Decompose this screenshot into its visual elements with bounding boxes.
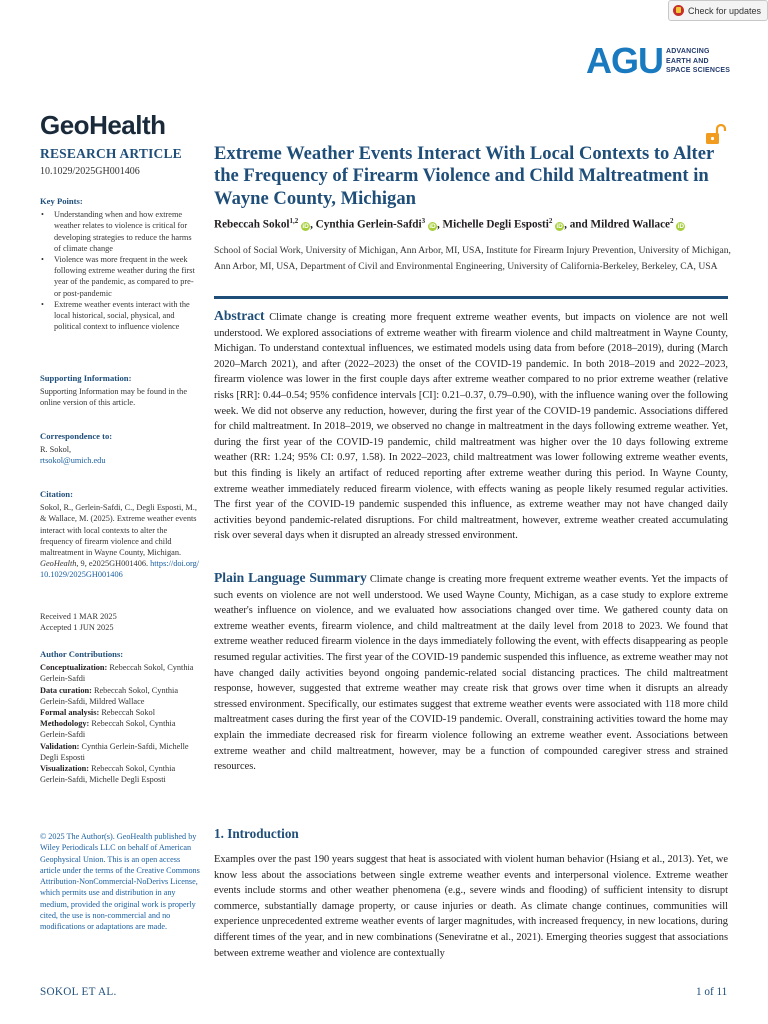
contribution-item bbox=[40, 718, 200, 740]
header-divider bbox=[214, 296, 728, 299]
correspondence-section bbox=[40, 431, 200, 467]
abstract-label: Abstract bbox=[214, 308, 265, 323]
contribution-role: Visualization: bbox=[40, 764, 90, 774]
running-footer-authors: SOKOL ET AL. bbox=[40, 986, 117, 998]
contribution-names: Rebeccah Sokol, Cynthia Gerlein-Safdi, Mildred Wallace bbox=[40, 685, 179, 706]
agu-line: ADVANCING bbox=[666, 48, 710, 55]
key-points-heading: Key Points: bbox=[40, 196, 83, 206]
orcid-icon[interactable]: iD bbox=[429, 222, 436, 230]
abstract bbox=[214, 308, 728, 544]
author-affiliation: 3 bbox=[421, 217, 426, 225]
contribution-item bbox=[40, 741, 200, 763]
citation-section bbox=[40, 489, 200, 581]
doi: 10.1029/2025GH001406 bbox=[40, 166, 140, 177]
contribution-item bbox=[40, 707, 200, 718]
license-notice: © 2025 The Author(s). GeoHealth published by Wiley Periodicals LLC on behalf of American Geophysical Union. This is an open access article under the terms of the Creative Commons Attribution-NonCommercial-NoDerivs License, which permits use and distribution in any medium, provided the original work is properly cited, the use is non-commercial and no modifications or adaptations are made. bbox=[40, 832, 200, 932]
pls-text: Climate change is creating more frequent extreme weather events. Yet the impacts of such events on violence are not well understood. We used Wayne County, Michigan, as a case study to explore extreme weather's influence on violence, and we evaluated how associations changed over time. We gathered county data on extreme weather events, firearm violence, and child maltreatment at the daily level from 2018 to 2023. We found that extreme weather reduced firearm violence in the days immediately following the event, with effects disappearing as people resumed regular activities. The first year of the COVID-19 pandemic suspended this influence, as extreme weather may not have changed daily activities beyond ongoing pandemic-related social distancing practices. The child maltreatment response, however, suggested that extreme weather may create risk that grows over time when it disrupts an already stressed environment. Specifically, our estimates suggest that extreme weather events were associated with 118 more child maltreatment cases during the first year of the COVID-19 pandemic. Overall, constraining activities toward the home may explain the immediate decreased risk for firearm violence following an extreme weather event. Associations between extreme weather and child maltreatment, however, may be a function of compounded caregiver stress and strained resources. bbox=[214, 574, 728, 773]
received-date: Received 1 MAR 2025 bbox=[40, 612, 117, 621]
citation-heading: Citation: bbox=[40, 489, 73, 499]
affiliations: School of Social Work, University of Michigan, Ann Arbor, MI, USA, Institute for Firearm Injury Prevention, University of Michigan, Ann Arbor, MI, USA, Department of Civil and Environmental Engineering, University of California-Berkeley, Berkeley, CA, USA bbox=[214, 245, 731, 272]
journal-logo: GeoHealth bbox=[40, 110, 166, 140]
contribution-role: Data curation: bbox=[40, 685, 92, 695]
citation-body: Sokol, R., Gerlein-Safdi, C., Degli Esposti, M., & Wallace, M. (2025). Extreme weather events interact with local contexts to alter the frequency of firearm violence and child maltreatment in Wayne County, Michigan. bbox=[40, 503, 197, 558]
introduction-heading: 1. Introduction bbox=[214, 826, 299, 841]
author-name: Cynthia Gerlein-Safdi bbox=[315, 218, 422, 231]
contribution-names: Rebeccah Sokol, Cynthia Gerlein-Safdi bbox=[40, 663, 194, 684]
abstract-text: Climate change is creating more frequent extreme weather events, but impacts on violence are not well understood. We explored associations of extreme weather with firearm violence and child maltreatment in Wayne County, Michigan. To understand contextual influences, we estimated models using data from before (2018–2019), during (March 2020–March 2021), and after (2022–2023) the onset of the COVID-19 pandemic. In both 2018–2019 and 2022–2023, firearm violence was lower in the first couple days after extreme weather compared to no prior extreme weather (relative risks [RR]: 0.44–0.54; 95% confidence intervals [CI]: 0.21–0.37, 0.79–0.90), with the influence waning over the following week. We did not observe any reduction, however, during the first year of the COVID-19 pandemic. Associations differed for child maltreatment. In 2018–2019, we observed no change in maltreatment in the days following extreme weather. Yet, during the first year of the COVID-19 pandemic, child maltreatment was higher over the 10 days following extreme weather (RR: 1.24; 95% CI: 0.97, 1.58). In 2022–2023, child maltreatment was lower following extreme weather events, but this finding is likely an artifact of reduced reporting after extreme weather during this period. In Wayne County, extreme weather immediately reduced firearm violence, with effects waning as people likely resumed regular activities. The first year of the COVID-19 pandemic suspended this influence, as extreme weather may not have changed daily activities beyond pandemic-related disruptions. For child maltreatment, however, extreme weather created accumulating risk over several days when it disrupted an already stressed environment. bbox=[214, 312, 728, 542]
contribution-role: Formal analysis: bbox=[40, 708, 100, 718]
agu-line: SPACE SCIENCES bbox=[666, 67, 731, 74]
contribution-item bbox=[40, 662, 200, 684]
citation-volume: , 9, e2025GH001406. bbox=[76, 559, 149, 569]
author-name: Rebeccah Sokol bbox=[214, 218, 290, 231]
contribution-role: Methodology: bbox=[40, 719, 90, 729]
citation-doi-link[interactable]: https://doi.org/10.1029/2025GH001406 bbox=[40, 559, 200, 580]
article-title: Extreme Weather Events Interact With Local Contexts to Alter the Frequency of Firearm Violence and Child Maltreatment in Wayne County, Michigan bbox=[214, 143, 714, 209]
key-point: • Extreme weather events interact with the local historical, social, physical, and political context to influence violence bbox=[40, 299, 200, 333]
author-contributions-section bbox=[40, 649, 200, 785]
key-point: • Violence was more frequent in the week following extreme weather during the first year of the pandemic, as compared to pre- or post-pandemic bbox=[40, 254, 200, 299]
contribution-names: Rebeccah Sokol bbox=[101, 708, 155, 718]
orcid-icon[interactable]: iD bbox=[302, 222, 309, 230]
author-affiliation: 1,2 bbox=[289, 217, 299, 225]
contribution-role: Conceptualization: bbox=[40, 663, 108, 673]
accepted-date: Accepted 1 JUN 2025 bbox=[40, 623, 114, 633]
article-type: RESEARCH ARTICLE bbox=[40, 146, 182, 161]
orcid-icon[interactable]: iD bbox=[556, 222, 563, 230]
check-for-updates-button[interactable] bbox=[668, 0, 768, 21]
agu-logo-mark: AGU bbox=[586, 40, 663, 81]
plain-language-summary bbox=[214, 570, 728, 775]
supporting-info-heading: Supporting Information: bbox=[40, 373, 132, 383]
contribution-item bbox=[40, 685, 200, 707]
key-points-list bbox=[40, 209, 200, 332]
correspondence-heading: Correspondence to: bbox=[40, 431, 113, 441]
author-list: Rebeccah Sokol$^{1,2}$ iD, Cynthia Gerlein-Safdi$^3$ iD, Michelle Degli Esposti$^2$ iD, and Mildred Wallace$^2$ iD bbox=[214, 217, 685, 231]
contribution-item bbox=[40, 763, 200, 785]
contribution-names: Cynthia Gerlein-Safdi, Michelle Degli Esposti bbox=[40, 741, 189, 762]
pls-label: Plain Language Summary bbox=[214, 570, 367, 585]
author-affiliation: 2 bbox=[548, 217, 553, 225]
contribution-names: Rebeccah Sokol, Cynthia Gerlein-Safdi bbox=[40, 719, 176, 740]
author-affiliation: 2 bbox=[670, 217, 674, 225]
key-point: • Understanding when and how extreme weather relates to violence is critical for developing strategies to reduce the harms of climate change bbox=[40, 209, 200, 254]
author-name: Michelle Degli Esposti bbox=[442, 218, 549, 231]
orcid-icon[interactable]: iD bbox=[677, 222, 685, 230]
update-icon bbox=[673, 5, 684, 16]
check-for-updates-label: Check for updates bbox=[688, 5, 762, 16]
contribution-names: Rebeccah Sokol, Cynthia Gerlein-Safdi, Michelle Degli Esposti bbox=[40, 764, 176, 785]
correspondence-email-link[interactable]: rtsokol@umich.edu bbox=[40, 456, 106, 466]
agu-logo-text bbox=[666, 47, 730, 76]
author-name: Mildred Wallace bbox=[590, 218, 670, 231]
citation-journal: GeoHealth bbox=[40, 559, 77, 569]
supporting-info-text: Supporting Information may be found in the online version of this article. bbox=[40, 387, 188, 408]
contribution-role: Validation: bbox=[40, 741, 80, 751]
dates-section bbox=[40, 611, 200, 633]
introduction-text: Examples over the past 190 years suggest that heat is associated with violent human behavior (Hsiang et al., 2013). Yet, we know less about the associations between single extreme weather events and interpersonal violence. Extreme weather events include storms and other weather phenomena (e.g., severe winds and flooding) of sufficient intensity to disrupt commerce, substantially damage property, or cause injuries or death. As climate change continues, communities will experience unprecedented extreme weather events of larger magnitudes, with increased frequency, in new locations, during different times of the year, and in new combinations (Seneviratne et al., 2021). Emerging theories suggest that associations between extreme weather and violence are contextually bbox=[214, 854, 728, 959]
supporting-info-section bbox=[40, 373, 200, 409]
page-number: 1 of 11 bbox=[696, 986, 728, 998]
agu-line: EARTH AND bbox=[666, 57, 709, 65]
citation-text bbox=[40, 502, 200, 580]
correspondence-name: R. Sokol, bbox=[40, 445, 72, 455]
agu-logo bbox=[586, 40, 736, 81]
key-points-section bbox=[40, 196, 200, 332]
author-contributions-heading: Author Contributions: bbox=[40, 649, 124, 659]
